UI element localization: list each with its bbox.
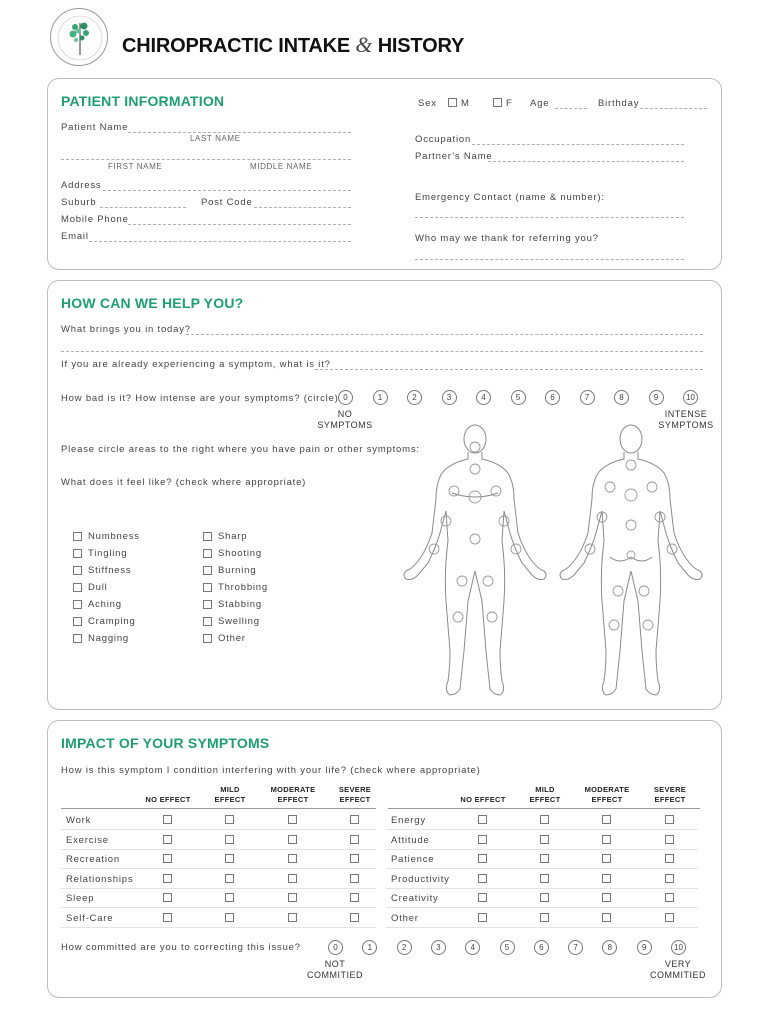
body-pain-points (429, 442, 677, 630)
impact-row-label-exercise: Exercise (66, 834, 109, 846)
intensity-option-6[interactable]: 6 (545, 390, 560, 405)
impact-checkbox-productivity-3[interactable] (665, 874, 674, 883)
impact-checkbox-productivity-0[interactable] (478, 874, 487, 883)
impact-checkbox-attitude-2[interactable] (602, 835, 611, 844)
impact-row-divider (386, 907, 698, 908)
impact-checkbox-productivity-1[interactable] (540, 874, 549, 883)
sex-label: Sex (418, 98, 437, 109)
post-code-label: Post Code (201, 197, 253, 208)
impact-checkbox-work-1[interactable] (225, 815, 234, 824)
impact-checkbox-relationships-0[interactable] (163, 874, 172, 883)
impact-header-left-1: MILD EFFECT (214, 785, 246, 804)
email-label: Email (61, 231, 89, 242)
help-section-title: HOW CAN WE HELP YOU? (61, 295, 244, 311)
intensity-option-2[interactable]: 2 (407, 390, 422, 405)
feeling-label-shooting: Shooting (218, 548, 262, 559)
impact-checkbox-recreation-3[interactable] (350, 854, 359, 863)
feeling-checkbox-aching[interactable] (73, 600, 82, 609)
not-committed-label: NOT COMMITIED (307, 959, 363, 980)
commitment-option-6[interactable]: 6 (534, 940, 549, 955)
impact-checkbox-self-care-3[interactable] (350, 913, 359, 922)
feeling-checkbox-stabbing[interactable] (203, 600, 212, 609)
feel-like-label: What does it feel like? (check where appropriate) (61, 477, 307, 488)
intensity-option-3[interactable]: 3 (442, 390, 457, 405)
impact-header-right-1: MILD EFFECT (529, 785, 561, 804)
impact-checkbox-exercise-2[interactable] (288, 835, 297, 844)
feeling-label-swelling: Swelling (218, 616, 260, 627)
feeling-label-stiffness: Stiffness (88, 565, 132, 576)
impact-row-divider (61, 829, 376, 830)
symptom-label: If you are already experiencing a symptom, what is it? (61, 359, 331, 370)
impact-checkbox-recreation-2[interactable] (288, 854, 297, 863)
feeling-label-aching: Aching (88, 599, 122, 610)
birthday-label: Birthday (598, 98, 640, 109)
feeling-label-stabbing: Stabbing (218, 599, 262, 610)
last-name-field[interactable] (128, 132, 351, 133)
circle-areas-label: Please circle areas to the right where you have pain or other symptoms: (61, 444, 420, 455)
impact-checkbox-exercise-1[interactable] (225, 835, 234, 844)
impact-checkbox-work-2[interactable] (288, 815, 297, 824)
symptom-field[interactable] (315, 369, 703, 370)
age-label: Age (530, 98, 550, 109)
impact-checkbox-creativity-1[interactable] (540, 893, 549, 902)
brings-field[interactable] (186, 334, 703, 335)
impact-checkbox-other-3[interactable] (665, 913, 674, 922)
impact-row-divider (61, 849, 376, 850)
feeling-checkbox-numbness[interactable] (73, 532, 82, 541)
impact-checkbox-patience-2[interactable] (602, 854, 611, 863)
intensity-option-5[interactable]: 5 (511, 390, 526, 405)
feeling-checkbox-shooting[interactable] (203, 549, 212, 558)
impact-row-divider (61, 927, 376, 928)
impact-checkbox-exercise-0[interactable] (163, 835, 172, 844)
impact-row-label-work: Work (66, 815, 92, 826)
feeling-checkbox-nagging[interactable] (73, 634, 82, 643)
intensity-option-1[interactable]: 1 (373, 390, 388, 405)
impact-row-label-patience: Patience (391, 854, 435, 865)
feeling-label-tingling: Tingling (88, 548, 128, 559)
impact-row-divider (386, 829, 698, 830)
brings-label: What brings you in today? (61, 324, 191, 335)
impact-checkbox-work-3[interactable] (350, 815, 359, 824)
feeling-label-nagging: Nagging (88, 633, 129, 644)
patient-name-label: Patient Name (61, 122, 129, 133)
impact-checkbox-attitude-3[interactable] (665, 835, 674, 844)
impact-checkbox-attitude-0[interactable] (478, 835, 487, 844)
last-name-sublabel: LAST NAME (190, 134, 241, 143)
impact-row-divider (61, 888, 376, 889)
impact-row-label-self-care: Self-Care (66, 912, 114, 924)
impact-row-divider (386, 888, 698, 889)
impact-checkbox-patience-0[interactable] (478, 854, 487, 863)
impact-header-left-2: MODERATE EFFECT (270, 785, 316, 804)
impact-checkbox-sleep-0[interactable] (163, 893, 172, 902)
impact-checkbox-patience-3[interactable] (665, 854, 674, 863)
impact-checkbox-relationships-1[interactable] (225, 874, 234, 883)
sex-m-checkbox[interactable] (448, 98, 457, 107)
feeling-label-numbness: Numbness (88, 531, 140, 542)
intense-symptoms-label: INTENSE SYMPTOMS (658, 409, 714, 430)
address-label: Address (61, 180, 102, 191)
commitment-option-10[interactable]: 10 (671, 940, 686, 955)
patient-information-card (47, 78, 722, 270)
brings-field-2[interactable] (61, 351, 703, 352)
impact-header-right-0: NO EFFECT (460, 795, 506, 804)
commitment-option-9[interactable]: 9 (637, 940, 652, 955)
impact-checkbox-other-2[interactable] (602, 913, 611, 922)
feeling-checkbox-tingling[interactable] (73, 549, 82, 558)
impact-checkbox-recreation-1[interactable] (225, 854, 234, 863)
emergency-label: Emergency Contact (name & number): (415, 192, 605, 203)
feeling-checkbox-swelling[interactable] (203, 617, 212, 626)
impact-card (47, 720, 722, 998)
impact-checkbox-creativity-0[interactable] (478, 893, 487, 902)
impact-checkbox-energy-2[interactable] (602, 815, 611, 824)
impact-row-label-other: Other (391, 912, 419, 924)
partner-label: Partner’s Name (415, 151, 493, 162)
impact-checkbox-sleep-3[interactable] (350, 893, 359, 902)
feeling-label-cramping: Cramping (88, 616, 136, 627)
page-title: CHIROPRACTIC INTAKE & HISTORY (122, 32, 465, 57)
feeling-checkbox-stiffness[interactable] (73, 566, 82, 575)
intensity-option-8[interactable]: 8 (614, 390, 629, 405)
impact-rule-right (388, 808, 700, 809)
committed-label: How committed are you to correcting this issue? (61, 942, 301, 953)
mobile-label: Mobile Phone (61, 214, 129, 225)
impact-checkbox-creativity-3[interactable] (665, 893, 674, 902)
patient-section-title: PATIENT INFORMATION (61, 93, 225, 109)
impact-header-right-3: SEVERE EFFECT (653, 785, 687, 804)
impact-checkbox-sleep-1[interactable] (225, 893, 234, 902)
commitment-option-4[interactable]: 4 (465, 940, 480, 955)
post-code-field[interactable] (254, 207, 351, 208)
impact-checkbox-energy-3[interactable] (665, 815, 674, 824)
impact-row-divider (386, 927, 698, 928)
feeling-label-other: Other (218, 633, 246, 644)
impact-row-divider (61, 907, 376, 908)
impact-checkbox-work-0[interactable] (163, 815, 172, 824)
impact-checkbox-self-care-0[interactable] (163, 913, 172, 922)
address-field[interactable] (103, 190, 351, 191)
impact-checkbox-energy-0[interactable] (478, 815, 487, 824)
commitment-option-0[interactable]: 0 (328, 940, 343, 955)
impact-row-divider (386, 868, 698, 869)
impact-checkbox-recreation-0[interactable] (163, 854, 172, 863)
impact-header-left-3: SEVERE EFFECT (338, 785, 372, 804)
impact-checkbox-relationships-3[interactable] (350, 874, 359, 883)
commitment-option-8[interactable]: 8 (602, 940, 617, 955)
impact-section-title: IMPACT OF YOUR SYMPTOMS (61, 735, 270, 751)
first-middle-name-field[interactable] (61, 159, 351, 160)
impact-rule-left (61, 808, 376, 809)
commitment-option-3[interactable]: 3 (431, 940, 446, 955)
impact-checkbox-energy-1[interactable] (540, 815, 549, 824)
impact-checkbox-self-care-2[interactable] (288, 913, 297, 922)
how-bad-label: How bad is it? How intense are your symptoms? (circle) (61, 393, 339, 404)
commitment-option-1[interactable]: 1 (362, 940, 377, 955)
impact-header-left-0: NO EFFECT (145, 795, 191, 804)
impact-checkbox-creativity-2[interactable] (602, 893, 611, 902)
help-card (47, 280, 722, 710)
clinic-logo (50, 8, 108, 66)
body-front-outline (404, 425, 546, 695)
emergency-field[interactable] (415, 217, 684, 218)
impact-checkbox-attitude-1[interactable] (540, 835, 549, 844)
feeling-checkbox-cramping[interactable] (73, 617, 82, 626)
email-field[interactable] (89, 241, 351, 242)
feeling-label-burning: Burning (218, 565, 257, 576)
impact-row-label-productivity: Productivity (391, 873, 450, 885)
impact-row-label-energy: Energy (391, 815, 426, 826)
impact-checkbox-productivity-2[interactable] (602, 874, 611, 883)
no-symptoms-label: NO SYMPTOMS (317, 409, 373, 430)
intensity-option-0[interactable]: 0 (338, 390, 353, 405)
intensity-option-9[interactable]: 9 (649, 390, 664, 405)
feeling-checkbox-burning[interactable] (203, 566, 212, 575)
impact-row-divider (61, 868, 376, 869)
commitment-option-7[interactable]: 7 (568, 940, 583, 955)
impact-row-label-relationships: Relationships (66, 873, 134, 885)
intensity-option-4[interactable]: 4 (476, 390, 491, 405)
impact-checkbox-other-0[interactable] (478, 913, 487, 922)
birthday-field[interactable] (640, 108, 707, 109)
occupation-field[interactable] (472, 144, 684, 145)
feeling-checkbox-throbbing[interactable] (203, 583, 212, 592)
impact-row-divider (386, 849, 698, 850)
very-committed-label: VERY COMMITIED (650, 959, 706, 980)
impact-question-label: How is this symptom I condition interfering with your life? (check where appropriate) (61, 765, 481, 776)
impact-row-label-creativity: Creativity (391, 893, 439, 904)
feeling-checkbox-dull[interactable] (73, 583, 82, 592)
age-field[interactable] (555, 108, 587, 109)
impact-checkbox-relationships-2[interactable] (288, 874, 297, 883)
commitment-option-2[interactable]: 2 (397, 940, 412, 955)
impact-row-label-sleep: Sleep (66, 893, 95, 904)
impact-checkbox-patience-1[interactable] (540, 854, 549, 863)
impact-checkbox-exercise-3[interactable] (350, 835, 359, 844)
referral-field[interactable] (415, 259, 684, 260)
suburb-field[interactable] (100, 207, 186, 208)
spine-tree-icon (51, 9, 109, 67)
suburb-label: Suburb (61, 197, 97, 208)
feeling-label-sharp: Sharp (218, 531, 248, 542)
feeling-checkbox-sharp[interactable] (203, 532, 212, 541)
mobile-field[interactable] (128, 224, 351, 225)
first-name-sublabel: FIRST NAME (108, 162, 163, 171)
feeling-checkbox-other[interactable] (203, 634, 212, 643)
impact-header-right-2: MODERATE EFFECT (584, 785, 630, 804)
impact-checkbox-self-care-1[interactable] (225, 913, 234, 922)
feeling-label-throbbing: Throbbing (218, 582, 268, 593)
referral-label: Who may we thank for referring you? (415, 233, 599, 244)
body-back-outline (560, 425, 702, 695)
sex-f-label: F (506, 98, 513, 109)
occupation-label: Occupation (415, 134, 472, 145)
commitment-option-5[interactable]: 5 (500, 940, 515, 955)
partner-field[interactable] (488, 161, 684, 162)
feeling-label-dull: Dull (88, 582, 108, 593)
middle-name-sublabel: MIDDLE NAME (250, 162, 313, 171)
intensity-option-10[interactable]: 10 (683, 390, 698, 405)
body-diagram[interactable] (398, 421, 723, 706)
impact-row-label-recreation: Recreation (66, 854, 120, 865)
sex-f-checkbox[interactable] (493, 98, 502, 107)
sex-m-label: M (461, 98, 470, 109)
impact-checkbox-other-1[interactable] (540, 913, 549, 922)
impact-row-label-attitude: Attitude (391, 834, 430, 846)
impact-checkbox-sleep-2[interactable] (288, 893, 297, 902)
intensity-option-7[interactable]: 7 (580, 390, 595, 405)
